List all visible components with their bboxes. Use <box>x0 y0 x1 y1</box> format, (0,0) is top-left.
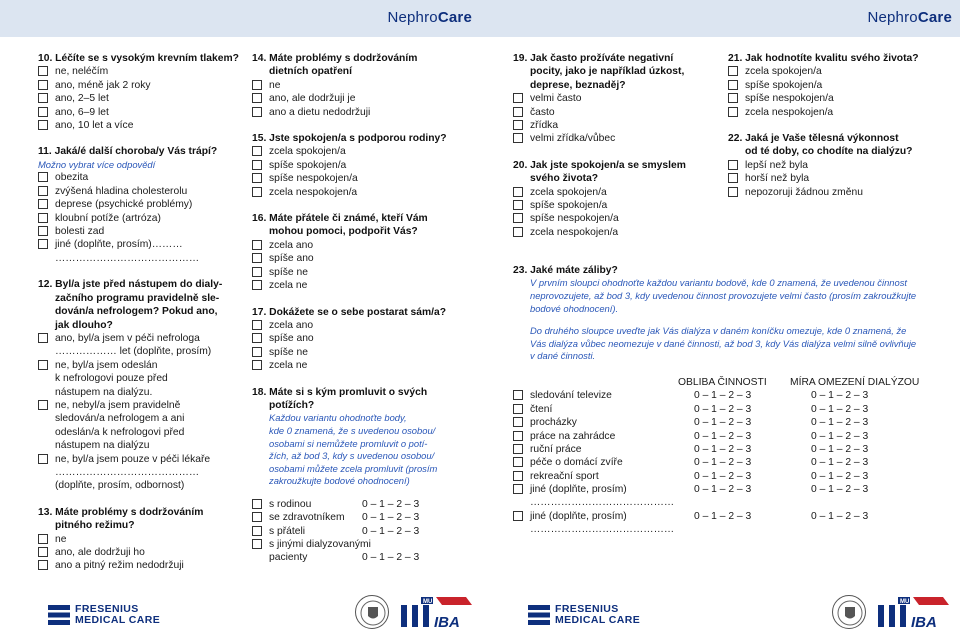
nephrocare-logo: NephroCare <box>867 9 952 26</box>
option[interactable]: zřídka <box>513 119 713 132</box>
option[interactable]: jiné (doplňte, prosím) <box>513 510 627 523</box>
option[interactable]: sledování televize <box>513 389 612 402</box>
option[interactable]: čtení <box>513 403 552 416</box>
option[interactable]: zcela ano <box>252 319 474 332</box>
checkbox[interactable] <box>252 320 262 330</box>
checkbox[interactable] <box>513 404 523 414</box>
score-scale[interactable]: 0 – 1 – 2 – 3 <box>811 510 869 522</box>
checkbox[interactable] <box>38 226 48 236</box>
score-scale[interactable]: 0 – 1 – 2 – 3 <box>811 430 869 442</box>
question-23-title: 23. Jaké máte záliby? <box>513 265 618 276</box>
fill-in-line[interactable]: …………………………………… <box>530 497 675 509</box>
fill-in-line[interactable]: …………………………………… <box>530 524 675 536</box>
option[interactable]: s jinými dialyzovanými <box>252 538 371 551</box>
option[interactable]: ne, byl/a jsem odeslán <box>38 359 243 372</box>
option[interactable]: ano, ale dodržuji ho <box>38 546 243 559</box>
checkbox[interactable] <box>252 160 262 170</box>
checkbox[interactable] <box>38 360 48 370</box>
score-scale[interactable]: 0 – 1 – 2 – 3 <box>362 512 420 524</box>
score-scale[interactable]: 0 – 1 – 2 – 3 <box>694 390 752 402</box>
option[interactable]: ne, nebyl/a jsem pravidelně <box>38 399 243 412</box>
question-13-title: 13. Máte problémy s dodržováním pitného režimu? <box>38 506 204 532</box>
score-scale[interactable]: 0 – 1 – 2 – 3 <box>362 498 420 510</box>
page-footer <box>0 563 480 635</box>
option[interactable]: velmi zřídka/vůbec <box>513 132 713 145</box>
option[interactable]: spíše spokojen/a <box>252 159 474 172</box>
checkbox[interactable] <box>252 80 262 90</box>
score-scale[interactable]: 0 – 1 – 2 – 3 <box>811 417 869 429</box>
checkbox[interactable] <box>252 512 262 522</box>
checkbox[interactable] <box>252 253 262 263</box>
university-seal-icon <box>355 595 389 629</box>
option[interactable]: ruční práce <box>513 443 582 456</box>
option[interactable]: ano, 10 let a více <box>38 119 243 132</box>
fresenius-icon <box>528 605 550 625</box>
checkbox[interactable] <box>252 146 262 156</box>
question-10-title: 10. Léčíte se s vysokým krevním tlakem? <box>38 53 239 64</box>
fresenius-logo: FRESENIUS MEDICAL CARE <box>48 603 188 627</box>
score-scale[interactable]: 0 – 1 – 2 – 3 <box>362 552 420 564</box>
option[interactable]: spíše ne <box>252 266 474 279</box>
checkbox[interactable] <box>513 93 523 103</box>
checkbox[interactable] <box>38 213 48 223</box>
option-continued: k nefrologovi pouze před <box>55 373 168 385</box>
checkbox[interactable] <box>38 107 48 117</box>
page-header <box>480 0 960 37</box>
score-scale[interactable]: 0 – 1 – 2 – 3 <box>694 457 752 469</box>
checkbox[interactable] <box>513 187 523 197</box>
checkbox[interactable] <box>252 347 262 357</box>
checkbox[interactable] <box>513 213 523 223</box>
checkbox[interactable] <box>38 534 48 544</box>
question-20-title: 20. Jak jste spokojen/a se smyslem svého života? <box>513 159 686 185</box>
score-scale[interactable]: 0 – 1 – 2 – 3 <box>694 403 752 415</box>
option[interactable]: spíše ne <box>252 346 474 359</box>
option[interactable]: ne, neléčím <box>38 65 243 78</box>
checkbox[interactable] <box>728 93 738 103</box>
checkbox[interactable] <box>252 93 262 103</box>
column-header: MÍRA OMEZENÍ DIALÝZOU <box>790 376 920 388</box>
option[interactable]: zcela spokojen/a <box>252 145 474 158</box>
option-continued: odeslán/a k nefrologovi před <box>55 426 185 438</box>
option[interactable]: s rodinou <box>252 498 311 511</box>
option[interactable]: často <box>513 106 713 119</box>
option-continued: nástupem na dialýzu <box>55 440 150 452</box>
checkbox[interactable] <box>38 93 48 103</box>
checkbox[interactable] <box>513 227 523 237</box>
question-23-section <box>513 264 953 537</box>
option[interactable]: obezita <box>38 171 243 184</box>
option[interactable]: jiné (doplňte, prosím) <box>513 483 627 496</box>
option[interactable]: ano, 6–9 let <box>38 106 243 119</box>
score-scale[interactable]: 0 – 1 – 2 – 3 <box>811 403 869 415</box>
checkbox[interactable] <box>728 173 738 183</box>
score-scale[interactable]: 0 – 1 – 2 – 3 <box>811 390 869 402</box>
table-row <box>513 443 953 456</box>
svg-text:IBA: IBA <box>434 614 460 631</box>
option[interactable]: lepší než byla <box>728 159 956 172</box>
table-row <box>513 510 953 523</box>
option[interactable]: práce na zahrádce <box>513 430 615 443</box>
option[interactable]: zcela nespokojen/a <box>252 186 474 199</box>
checkbox[interactable] <box>252 360 262 370</box>
option[interactable]: spíše nespokojen/a <box>513 212 713 225</box>
option[interactable]: ano a pitný režim nedodržuji <box>38 559 243 572</box>
question-19-title: 19. Jak často prožíváte negativní pocity, jako je například úzkost, deprese, beznaděj? <box>513 53 685 91</box>
right-column-2 <box>728 52 956 199</box>
checkbox[interactable] <box>252 526 262 536</box>
question-23-note-1: V prvním sloupci ohodnoťte každou variantu bodově, kde 0 znamená, že uvedenou činnost neprovozujete, až bod 3, kdy uvedenou činnost provozujete velmi často (prosím zakroužkujte bodové ohodnocení). <box>530 277 917 314</box>
score-scale[interactable]: 0 – 1 – 2 – 3 <box>694 417 752 429</box>
option[interactable]: kloubní potíže (artróza) <box>38 212 243 225</box>
option[interactable]: deprese (psychické problémy) <box>38 198 243 211</box>
table-row <box>252 511 474 524</box>
checkbox[interactable] <box>728 107 738 117</box>
checkbox[interactable] <box>513 390 523 400</box>
checkbox[interactable] <box>252 240 262 250</box>
option[interactable]: spíše nespokojen/a <box>728 92 956 105</box>
checkbox[interactable] <box>252 187 262 197</box>
fill-in-line[interactable]: ……………… let (doplňte, prosím) <box>55 346 212 358</box>
table-row <box>513 430 953 443</box>
score-scale[interactable]: 0 – 1 – 2 – 3 <box>362 525 420 537</box>
checkbox[interactable] <box>728 66 738 76</box>
option[interactable]: zcela ne <box>252 359 474 372</box>
checkbox[interactable] <box>252 499 262 509</box>
score-scale[interactable]: 0 – 1 – 2 – 3 <box>811 470 869 482</box>
question-14-title: 14. Máte problémy s dodržováním dietních opatření <box>252 53 418 78</box>
option[interactable]: ano, byl/a jsem v péči nefrologa <box>38 332 243 345</box>
option[interactable]: procházky <box>513 416 577 429</box>
option-continued: sledován/a nefrologem a ani <box>55 413 185 425</box>
score-scale[interactable]: 0 – 1 – 2 – 3 <box>694 470 752 482</box>
option-continued: nástupem na dialýzu. <box>55 386 153 398</box>
question-18-note: Každou variantu ohodnoťte body, kde 0 znamená, že s uvedenou osobou/ osobami si nemůžete promluvit o potí- žích, až bod 3, kdy s uvedenou osobou/ osobami můžete zcela promluvit (prosím zakroužkujte bodové ohodnocení) <box>269 412 438 487</box>
checkbox[interactable] <box>38 172 48 182</box>
checkbox[interactable] <box>728 187 738 197</box>
option-continued: (doplňte, prosím, odbornost) <box>55 480 185 492</box>
table-row <box>513 483 953 496</box>
option[interactable]: péče o domácí zvíře <box>513 456 623 469</box>
nephrocare-logo: NephroCare <box>387 9 472 26</box>
checkbox[interactable] <box>38 199 48 209</box>
checkbox[interactable] <box>513 457 523 467</box>
question-16-title: 16. Máte přátele či známé, kteří Vám mohou pomoci, podpořit Vás? <box>252 213 428 238</box>
checkbox[interactable] <box>38 66 48 76</box>
checkbox[interactable] <box>513 133 523 143</box>
checkbox[interactable] <box>38 80 48 90</box>
option[interactable]: ne <box>38 533 243 546</box>
option[interactable]: ne <box>252 79 474 92</box>
option[interactable]: bolesti zad <box>38 225 243 238</box>
option[interactable]: s přáteli <box>252 525 305 538</box>
checkbox[interactable] <box>728 160 738 170</box>
option[interactable]: spíše ano <box>252 252 474 265</box>
table-row <box>513 416 953 429</box>
score-scale[interactable]: 0 – 1 – 2 – 3 <box>694 443 752 455</box>
option[interactable]: rekreační sport <box>513 470 599 483</box>
table-row <box>513 470 953 483</box>
question-22-title: 22. Jaká je Vaše tělesná výkonnost od té doby, co chodíte na dialýzu? <box>728 133 913 158</box>
score-scale[interactable]: 0 – 1 – 2 – 3 <box>811 484 869 496</box>
checkbox[interactable] <box>513 200 523 210</box>
checkbox[interactable] <box>513 511 523 521</box>
svg-text:IBA: IBA <box>911 614 937 631</box>
question-17-title: 17. Dokážete se o sebe postarat sám/a? <box>252 306 447 318</box>
checkbox[interactable] <box>38 454 48 464</box>
option[interactable]: spíše spokojen/a <box>513 199 713 212</box>
option[interactable]: ano, méně jak 2 roky <box>38 79 243 92</box>
option-continued: pacienty <box>269 552 308 564</box>
checkbox[interactable] <box>38 120 48 130</box>
checkbox[interactable] <box>252 280 262 290</box>
table-row <box>513 389 953 402</box>
option[interactable]: ano a dietu nedodržuji <box>252 106 474 119</box>
option[interactable]: jiné (doplňte, prosím)……… <box>38 238 243 251</box>
option[interactable]: velmi často <box>513 92 713 105</box>
score-scale[interactable]: 0 – 1 – 2 – 3 <box>694 430 752 442</box>
iba-logo <box>907 595 951 631</box>
option[interactable]: zcela ano <box>252 239 474 252</box>
fill-in-line[interactable]: …………………………………… <box>55 252 200 264</box>
right-page <box>480 0 960 635</box>
option[interactable]: ne, byl/a jsem pouze v péči lékaře <box>38 453 243 466</box>
option[interactable]: horší než byla <box>728 172 956 185</box>
checkbox[interactable] <box>38 333 48 343</box>
score-scale[interactable]: 0 – 1 – 2 – 3 <box>811 443 869 455</box>
option[interactable]: zcela nespokojen/a <box>728 106 956 119</box>
checkbox[interactable] <box>513 444 523 454</box>
question-11-title: 11. Jaká/é další choroba/y Vás trápí? <box>38 146 218 158</box>
table-row <box>513 456 953 469</box>
checkbox[interactable] <box>513 417 523 427</box>
university-seal-icon <box>832 595 866 629</box>
option[interactable]: ano, 2–5 let <box>38 92 243 105</box>
option[interactable]: zcela spokojen/a <box>728 65 956 78</box>
svg-text:MU: MU <box>423 599 433 605</box>
page-header <box>0 0 480 37</box>
option[interactable]: zcela nespokojen/a <box>513 226 713 239</box>
table-row <box>513 403 953 416</box>
option[interactable]: ano, ale dodržuji je <box>252 92 474 105</box>
table-header <box>513 376 953 389</box>
checkbox[interactable] <box>38 547 48 557</box>
checkbox[interactable] <box>38 400 48 410</box>
svg-text:MU: MU <box>900 599 910 605</box>
checkbox[interactable] <box>252 539 262 549</box>
checkbox[interactable] <box>252 267 262 277</box>
question-11-note: Možno vybrat více odpovědí <box>38 158 156 170</box>
fill-in-line[interactable]: …………………………………… <box>55 466 200 478</box>
option[interactable]: zcela spokojen/a <box>513 186 713 199</box>
score-scale[interactable]: 0 – 1 – 2 – 3 <box>694 484 752 496</box>
checkbox[interactable] <box>38 186 48 196</box>
question-12-title: 12. Byl/a jste před nástupem do dialy- začního programu pravidelně sle- dován/a nefrologem? Pokud ano, jak dlouho? <box>38 279 223 331</box>
option[interactable]: se zdravotníkem <box>252 511 345 524</box>
checkbox[interactable] <box>252 107 262 117</box>
column-header: OBLIBA ČINNOSTI <box>678 376 767 388</box>
option[interactable]: spíše nespokojen/a <box>252 172 474 185</box>
mu-logo <box>395 595 435 629</box>
checkbox[interactable] <box>252 333 262 343</box>
option[interactable]: spíše spokojen/a <box>728 79 956 92</box>
option[interactable]: spíše ano <box>252 332 474 345</box>
fresenius-logo: FRESENIUS MEDICAL CARE <box>528 603 668 627</box>
option[interactable]: zcela ne <box>252 279 474 292</box>
option[interactable]: zvýšená hladina cholesterolu <box>38 185 243 198</box>
question-18-title: 18. Máte si s kým promluvit o svých potížích? <box>252 386 428 411</box>
question-15-title: 15. Jste spokojen/a s podporou rodiny? <box>252 133 447 145</box>
table-row <box>252 498 474 511</box>
table-row <box>252 525 474 538</box>
left-column-2 <box>252 52 474 565</box>
mu-logo <box>872 595 912 629</box>
checkbox[interactable] <box>513 431 523 441</box>
checkbox[interactable] <box>513 107 523 117</box>
checkbox[interactable] <box>513 484 523 494</box>
checkbox[interactable] <box>513 471 523 481</box>
option[interactable]: nepozoruji žádnou změnu <box>728 186 956 199</box>
table-row <box>252 538 474 551</box>
score-scale[interactable]: 0 – 1 – 2 – 3 <box>811 457 869 469</box>
checkbox[interactable] <box>38 239 48 249</box>
checkbox[interactable] <box>252 173 262 183</box>
page-footer <box>480 563 960 635</box>
question-21-title: 21. Jak hodnotíte kvalitu svého života? <box>728 53 919 64</box>
score-scale[interactable]: 0 – 1 – 2 – 3 <box>694 510 752 522</box>
fresenius-icon <box>48 605 70 625</box>
iba-logo <box>430 595 474 631</box>
question-23-note-2: Do druhého sloupce uveďte jak Vás dialýza v daném koníčku omezuje, kde 0 znamená, že Vás dialýza vůbec neomezuje v dané činnosti, až bod 3, kdy Vás dialýza velmi silně ovlivňuje v dané činnosti. <box>530 325 917 362</box>
checkbox[interactable] <box>728 80 738 90</box>
checkbox[interactable] <box>513 120 523 130</box>
right-column-1 <box>513 52 713 239</box>
left-column-1 <box>38 52 243 573</box>
